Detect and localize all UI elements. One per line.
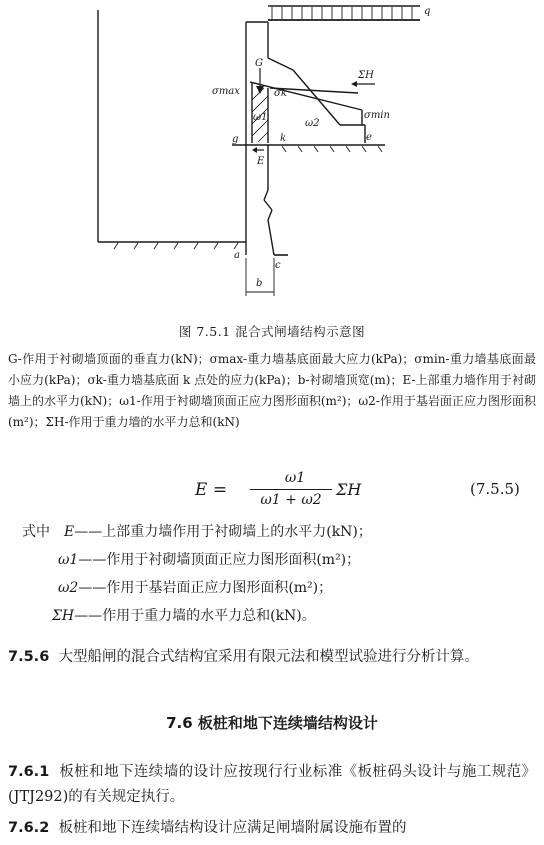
label-b: b [256,278,263,289]
section-text: 板桩和地下连续墙结构设计应满足闸墙附属设施布置的 [58,820,407,836]
definition-row [22,546,532,574]
definitions-prefix: 式中 [22,524,50,540]
label-sigma-max: σmax [212,86,240,97]
label-k: k [280,133,287,144]
definition-text: ——作用于基岩面正应力图形面积(m²)； [78,580,333,596]
definition-symbol: ω2 [58,580,79,596]
definition-symbol: ω1 [58,552,79,568]
figure-caption: 图 7.5.1 混合式闸墙结构示意图 [178,324,366,339]
definition-row [22,602,532,630]
definitions-list [22,518,532,630]
label-omega2: ω2 [305,118,320,129]
label-q: q [424,6,431,17]
heading-7-6: 7.6 板桩和地下连续墙结构设计 [166,714,378,732]
section-text: 大型船闸的混合式结构宜采用有限元法和模型试验进行分析计算。 [58,649,480,665]
section-number: 7.5.6 [8,649,50,665]
formula-numerator: ω1 [284,470,306,486]
section-text: 板桩和地下连续墙的设计应按现行行业标准《板桩码头设计与施工规范》(JTJ292)的有关规定执行。 [8,764,537,805]
definition-row [22,574,532,602]
label-c: c [275,260,281,271]
formula-lhs: E = [195,480,228,500]
definition-text: ——作用于衬砌墙顶面正应力图形面积(m²)； [78,552,361,568]
label-G: G [255,58,263,69]
definition-text: ——作用于重力墙的水平力总和(kN)。 [74,608,316,624]
formula-suffix: ΣH [336,480,362,499]
label-sigma-min: σmin [364,110,390,121]
label-g: g [232,134,239,145]
section-number: 7.6.2 [8,820,50,836]
definition-symbol: E [64,524,75,540]
formula-denominator: ω1 + ω2 [260,492,322,508]
label-sigma-H: ΣH [358,70,374,81]
section-7-6-1 [8,760,536,810]
label-sigma-k: σk [274,88,287,99]
section-number: 7.6.1 [8,764,50,780]
label-e: e [366,132,372,143]
figure-legend: G-作用于衬砌墙顶面的垂直力(kN)；σmax-重力墙基底面最大应力(kPa)；σmin-重力墙基底面最小应力(kPa)；σk-重力墙基底面 k 点处的应力(kPa)；b-衬砌墙顶宽(m)；E-上部重力墙作用于衬砌墙上的水平力(kN)；ω1-作用于衬砌墙顶面正应力图形面积(m²)；ω2-作用于基岩面正应力图形面积(m²)；ΣH-作用于重力墙的水平力总和(kN) [8,352,536,429]
section-7-5-6 [8,645,536,670]
formula-number: (7.5.5) [470,480,520,498]
section-7-6-2 [8,816,536,841]
formula-7-5-5 [0,470,544,510]
label-omega1: ω1 [253,112,268,123]
label-a: a [234,250,240,261]
gravity-wall-diagram [0,0,544,300]
formula-fraction-bar [250,489,332,490]
label-E: E [257,156,265,167]
definition-row [22,518,532,546]
definition-text: ——上部重力墙作用于衬砌墙上的水平力(kN)； [74,524,372,540]
definition-symbol: ΣH [52,608,75,624]
